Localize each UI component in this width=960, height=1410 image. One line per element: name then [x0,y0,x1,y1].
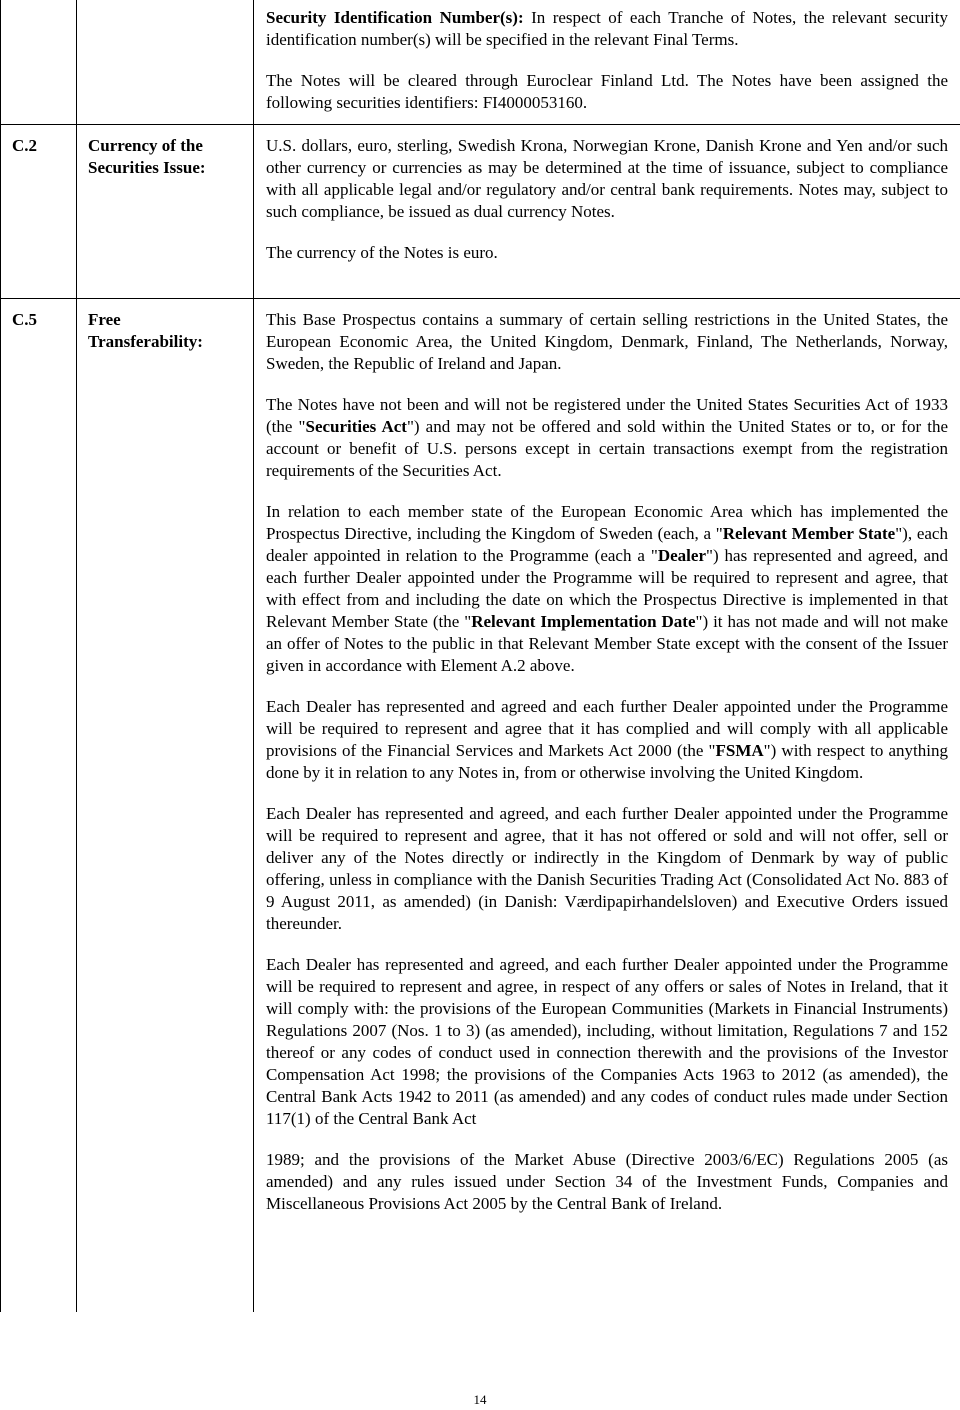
defined-term-relevant-implementation-date: Relevant Implementation Date [471,612,696,631]
security-identification-text: In respect of each Tranche of Notes, the relevant security identification number(s) will be specified in the relevant Final Terms. [266,8,948,49]
defined-term-fsma: FSMA [715,741,764,760]
text-run: ") it has not made and will not make an offer of Notes to the public in that Relevant Member State except with the consent of the Issuer given in accordance with Element A.2 above. [266,612,948,675]
table-border-left [0,0,1,1312]
text-run: The Notes have not been and will not be registered under the United States Securities Act of 1933 (the " [266,395,948,436]
text-run: ") with respect to anything done by it in relation to any Notes in, from or otherwise involving the United Kingdom. [266,741,948,782]
free-transferability-block [266,309,948,1234]
table-border-code-col [76,0,77,1312]
currency-of-notes-paragraph: The currency of the Notes is euro. [266,243,498,262]
eea-paragraph [266,501,948,677]
selling-restrictions-paragraph: This Base Prospectus contains a summary of certain selling restrictions in the United States, the European Economic Area, the United Kingdom, Denmark, Finland, The Netherlands, Norway, Sweden, the Republic of Ireland and Japan. [266,310,948,373]
defined-term-securities-act: Securities Act [305,417,407,436]
text-run: In relation to each member state of the European Economic Area which has implemented the Prospectus Directive, including the Kingdom of Sweden (each, a " [266,502,948,543]
ireland-continued-paragraph: 1989; and the provisions of the Market Abuse (Directive 2003/6/EC) Regulations 2005 (as amended) and any rules issued under Section 34 of the Investment Funds, Companies and Miscellaneous Provisions Act 2005 by the Central Bank of Ireland. [266,1150,948,1213]
currency-block [266,135,948,283]
security-identification-block [266,7,948,133]
text-run: "), each dealer appointed in relation to the Programme (each a " [266,524,948,565]
element-code-c5: C.5 [12,310,38,329]
euroclear-paragraph: The Notes will be cleared through Euroclear Finland Ltd. The Notes have been assigned the following securities identifiers: FI4000053160. [266,71,948,112]
page-number: 14 [473,1392,487,1407]
security-identification-heading: Security Identification Number(s): [266,8,524,27]
defined-term-relevant-member-state: Relevant Member State [722,524,896,543]
fsma-paragraph [266,696,948,784]
denmark-paragraph: Each Dealer has represented and agreed, and each further Dealer appointed under the Programme will be required to represent and agree, that it has not offered or sold and will not offer, sell or deliver any of the Notes directly or indirectly in the Kingdom of Denmark by way of public offering, unless in compliance with the Danish Securities Trading Act (Consolidated Act No. 883 of 9 August 2011, as amended) (in Danish: Værdipapirhandelsloven) and Executive Orders issued thereunder. [266,804,948,933]
element-code-c2: C.2 [12,136,38,155]
text-run: ") has represented and agreed, and each further Dealer appointed under the Programme will be required to represent and agree, that with effect from and including the date on which the Prospectus Directive is implemented in that Relevant Member State (the " [266,546,948,631]
text-run: ") and may not be offered and sold within the United States or to, or for the account or benefit of U.S. persons except in certain transactions exempt from the registration requirements of the Securities Act. [266,417,949,480]
currency-paragraph: U.S. dollars, euro, sterling, Swedish Krona, Norwegian Krone, Danish Krone and Yen and/or such other currency or currencies as may be determined at the time of issuance, subject to compliance with all applicable legal and/or regulatory and/or central bank requirements. Notes may, subject to such compliance, be issued as dual currency Notes. [266,136,948,221]
table-border-label-col [253,0,254,1312]
row-divider-c5 [0,298,960,299]
element-label-free-transferability: Free Transferability: [88,310,203,351]
securities-act-paragraph [266,394,948,482]
ireland-paragraph: Each Dealer has represented and agreed, and each further Dealer appointed under the Programme will be required to represent and agree, in respect of any offers or sales of Notes in Ireland, that it will comply with: the provisions of the European Communities (Markets in Financial Instruments) Regulations 2007 (Nos. 1 to 3) (as amended), including, without limitation, Regulations 7 and 152 thereof or any codes of conduct used in connection therewith and the provisions of the Investor Compensation Act 1998; the provisions of the Companies Acts 1963 to 2012 (as amended), the Central Bank Acts 1942 to 2011 (as amended) and any codes of conduct rules made under Section 117(1) of the Central Bank Act [266,955,948,1128]
element-label-currency: Currency of the Securities Issue: [88,136,206,177]
text-run: Each Dealer has represented and agreed and each further Dealer appointed under the Programme will be required to represent and agree that it has complied and will comply with all applicable provisions of the Financial Services and Markets Act 2000 (the " [266,697,948,760]
defined-term-dealer: Dealer [657,546,706,565]
